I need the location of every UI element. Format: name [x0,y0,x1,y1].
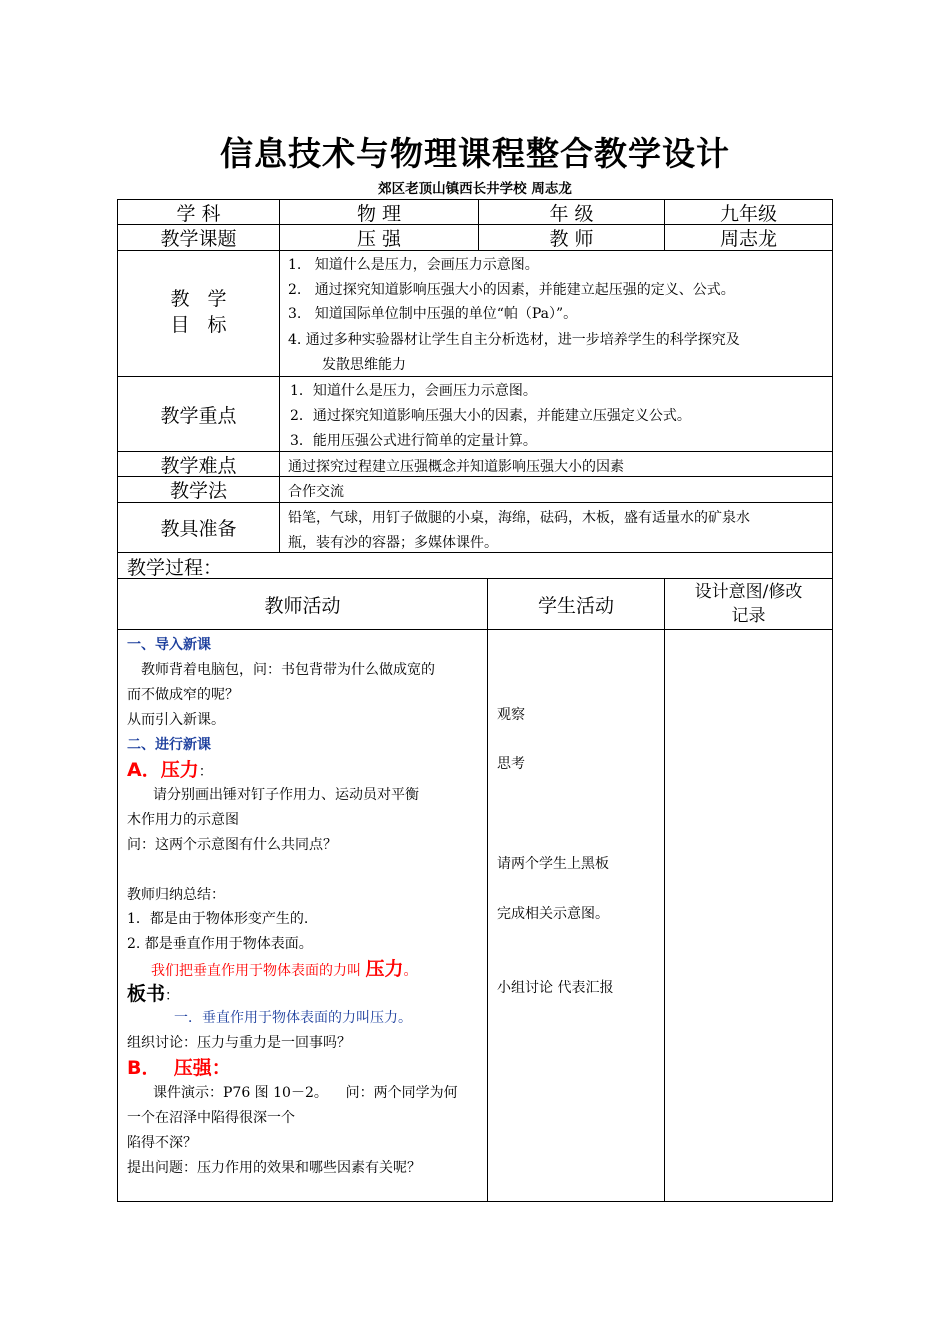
definition-term: 压力 [365,958,404,980]
part-b-colon: ： [211,1057,231,1079]
goal-item: 1. 知道什么是压力，会画压力示意图。 [288,257,539,273]
teacher-label: 教 师 [549,228,594,250]
student-text: 小组讨论 代表汇报 [497,980,614,996]
teacher-text: 提出问题：压力作用的效果和哪些因素有关呢？ [127,1160,421,1176]
part-a-heading [127,755,213,782]
process-heading: 教学过程： [127,557,223,579]
definition-line [151,954,417,981]
difficulty-label: 教学难点 [160,454,237,476]
table-line [832,199,833,1202]
teacher-value: 周志龙 [719,228,777,250]
table-line [117,250,833,251]
page-title: 信息技术与物理课程整合教学设计 [220,134,730,173]
col-design-header [665,580,832,628]
method-value: 合作交流 [288,484,344,500]
tools-line: 铅笔，气球，用钉子做腿的小桌，海绵，砝码，木板，盛有适量水的矿泉水 [288,510,750,526]
student-text: 请两个学生上黑板 [497,856,609,872]
part-b-label: B． 压强 [127,1057,212,1079]
teacher-text: 2. 都是垂直作用于物体表面。 [127,936,313,952]
teacher-text: 从而引入新课。 [127,712,225,728]
table-line [117,199,118,1202]
topic-label: 教学课题 [160,228,237,250]
subject-label: 学 科 [176,202,221,224]
goal-item: 4. 通过多种实验器材让学生自主分析选材，进一步培养学生的科学探究及 [288,332,740,348]
board-item: 一．垂直作用于物体表面的力叫压力。 [174,1010,412,1026]
teacher-text: 请分别画出锤对钉子作用力、运动员对平衡 [153,787,419,803]
table-line [117,1201,833,1202]
goals-label-line: 教 学 [170,288,227,310]
col-design-header-line: 设计意图/修改 [694,582,803,602]
teacher-text: 教师背着电脑包，问：书包背带为什么做成宽的 [141,662,435,678]
key-point-item: 3．能用压强公式进行简单的定量计算。 [290,433,537,449]
key-point-item: 2．通过探究知道影响压强大小的因素，并能建立压强定义公式。 [290,408,691,424]
grade-label: 年 级 [549,202,594,224]
table-line [487,578,488,1202]
col-teacher-header: 教师活动 [264,594,341,617]
table-line [279,199,280,553]
goals-label-line: 目 标 [170,314,227,336]
teacher-text: 木作用力的示意图 [127,812,239,828]
table-line [117,629,833,630]
topic-value: 压 强 [356,228,402,250]
teacher-text: 问：这两个示意图有什么共同点？ [127,837,337,853]
difficulty-value: 通过探究过程建立压强概念并知道影响压强大小的因素 [288,459,624,475]
table-line [664,578,665,1202]
definition-text: 我们把垂直作用于物体表面的力叫 [151,963,361,979]
teacher-text: 教师归纳总结： [127,887,225,903]
part-a-colon: ： [198,764,213,780]
definition-end: 。 [403,963,418,979]
goals-label [118,286,279,338]
goal-item: 发散思维能力 [322,357,406,373]
goal-item: 3. 知道国际单位制中压强的单位“帕（Pa）”。 [288,306,578,322]
tools-label: 教具准备 [160,518,237,540]
teacher-text: 陷得不深？ [127,1135,197,1151]
goal-item: 2. 通过探究知道影响压强大小的因素，并能建立起压强的定义、公式。 [288,282,735,298]
key-point-item: 1．知道什么是压力，会画压力示意图。 [290,383,537,399]
table-line [117,552,833,553]
col-student-header: 学生活动 [537,594,614,617]
section-intro-heading: 一、导入新课 [127,637,211,653]
subject-value: 物 理 [356,202,402,224]
student-text: 完成相关示意图。 [497,906,609,922]
method-label: 教学法 [169,480,227,502]
board-label: 板书 [127,983,166,1005]
teacher-text: 而不做成窄的呢？ [127,687,239,703]
grade-value: 九年级 [719,202,777,224]
col-design-header-line: 记录 [731,606,766,626]
teacher-text: 一个在沼泽中陷得很深一个 [127,1110,295,1126]
teacher-text: 课件演示：P76 图 10－2。 问：两个同学为何 [153,1085,458,1101]
tools-line: 瓶，装有沙的容器；多媒体课件。 [288,535,498,551]
teacher-text: 组织讨论：压力与重力是一回事吗？ [127,1035,351,1051]
teacher-text: 1．都是由于物体形变产生的. [127,911,309,927]
student-text: 思考 [497,756,525,772]
board-colon: ： [165,988,180,1004]
author-line: 郊区老顶山镇西长井学校 周志龙 [378,181,572,197]
part-a-label: A．压力 [127,759,199,781]
section-new-heading: 二、进行新课 [127,737,211,753]
part-b-heading [127,1053,231,1080]
student-text: 观察 [497,707,525,723]
key-points-label: 教学重点 [160,404,237,427]
board-heading [127,979,179,1006]
